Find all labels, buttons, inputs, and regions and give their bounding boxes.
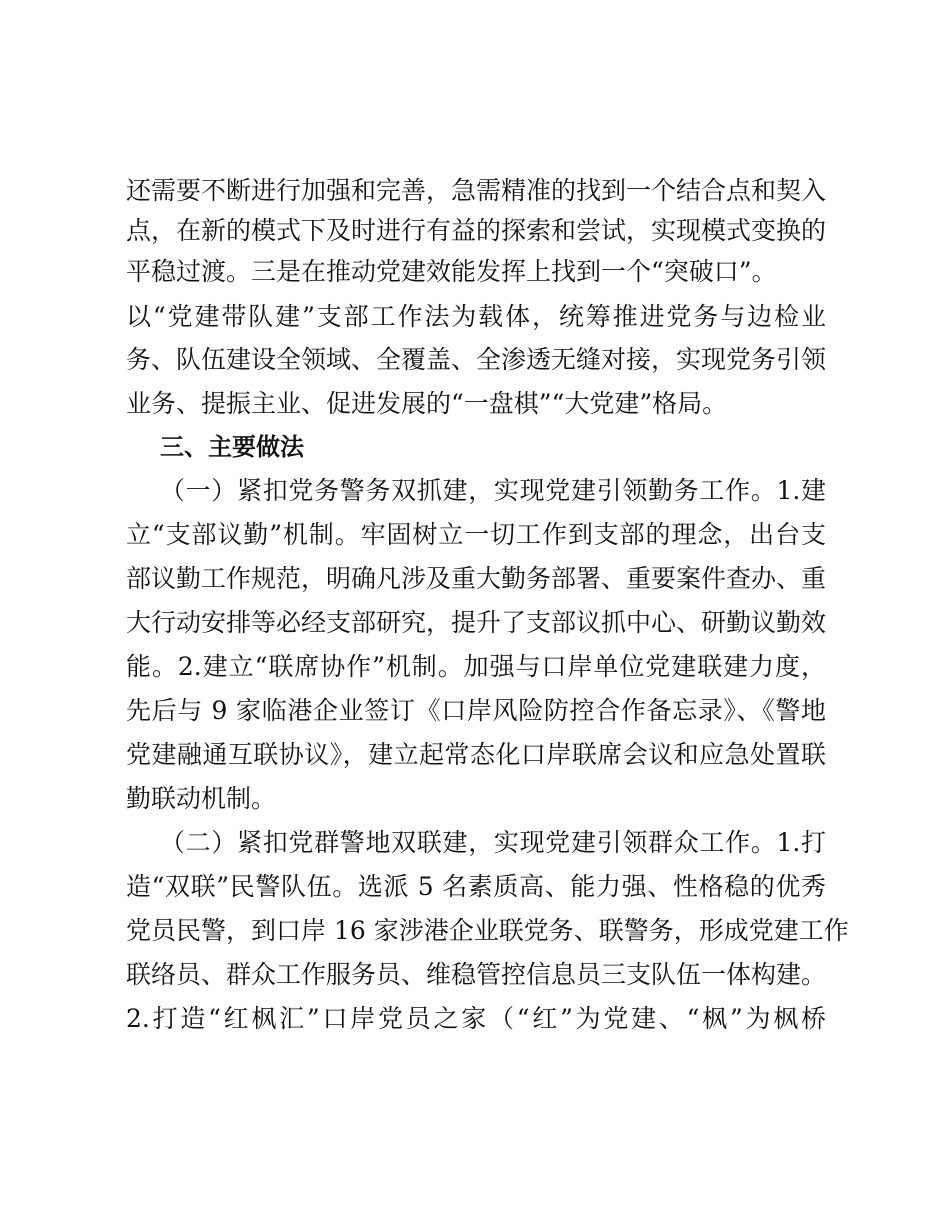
paragraph-line: 党建融通互联协议》，建立起常态化口岸联席会议和应急处置联 bbox=[126, 740, 826, 769]
paragraph-line: （一）紧扣党务警务双抓建，实现党建引领勤务工作。1.建 bbox=[160, 476, 826, 505]
paragraph-line: 勤联动机制。 bbox=[126, 784, 277, 813]
section-heading: 三、主要做法 bbox=[160, 433, 304, 461]
paragraph-line: 先后与 9 家临港企业签订《口岸风险防控合作备忘录》、《警地 bbox=[126, 696, 826, 725]
paragraph-line: 党员民警，到口岸 16 家涉港企业联党务、联警务，形成党建工作 bbox=[126, 916, 849, 945]
paragraph-line: 业务、提振主业、促进发展的“一盘棋”“大党建”格局。 bbox=[126, 389, 728, 418]
paragraph-line: （二）紧扣党群警地双联建，实现党建引领群众工作。1.打 bbox=[160, 828, 826, 857]
paragraph-line: 立“支部议勤”机制。牢固树立一切工作到支部的理念，出台支 bbox=[126, 520, 826, 549]
paragraph-line: 能。2.建立“联席协作”机制。加强与口岸单位党建联建力度， bbox=[126, 652, 826, 681]
paragraph-line: 务、队伍建设全领域、全覆盖、全渗透无缝对接，实现党务引领 bbox=[126, 345, 827, 374]
paragraph-line: 联络员、群众工作服务员、维稳管控信息员三支队伍一体构建。 bbox=[126, 960, 827, 989]
paragraph-line: 还需要不断进行加强和完善，急需精准的找到一个结合点和契入 bbox=[126, 176, 827, 205]
paragraph-line: 造“双联”民警队伍。选派 5 名素质高、能力强、性格稳的优秀 bbox=[126, 872, 826, 901]
paragraph-line: 部议勤工作规范，明确凡涉及重大勤务部署、重要案件查办、重 bbox=[126, 564, 827, 593]
paragraph-line: 2.打造“红枫汇”口岸党员之家（“红”为党建、“枫”为枫桥 bbox=[126, 1004, 826, 1033]
paragraph-line: 大行动安排等必经支部研究，提升了支部议抓中心、研勤议勤效 bbox=[126, 608, 827, 637]
paragraph-line: 平稳过渡。三是在推动党建效能发挥上找到一个“突破口”。 bbox=[126, 257, 777, 286]
paragraph-line: 点，在新的模式下及时进行有益的探索和尝试，实现模式变换的 bbox=[126, 216, 827, 245]
paragraph-line: 以“党建带队建”支部工作法为载体，统筹推进党务与边检业 bbox=[126, 302, 826, 331]
